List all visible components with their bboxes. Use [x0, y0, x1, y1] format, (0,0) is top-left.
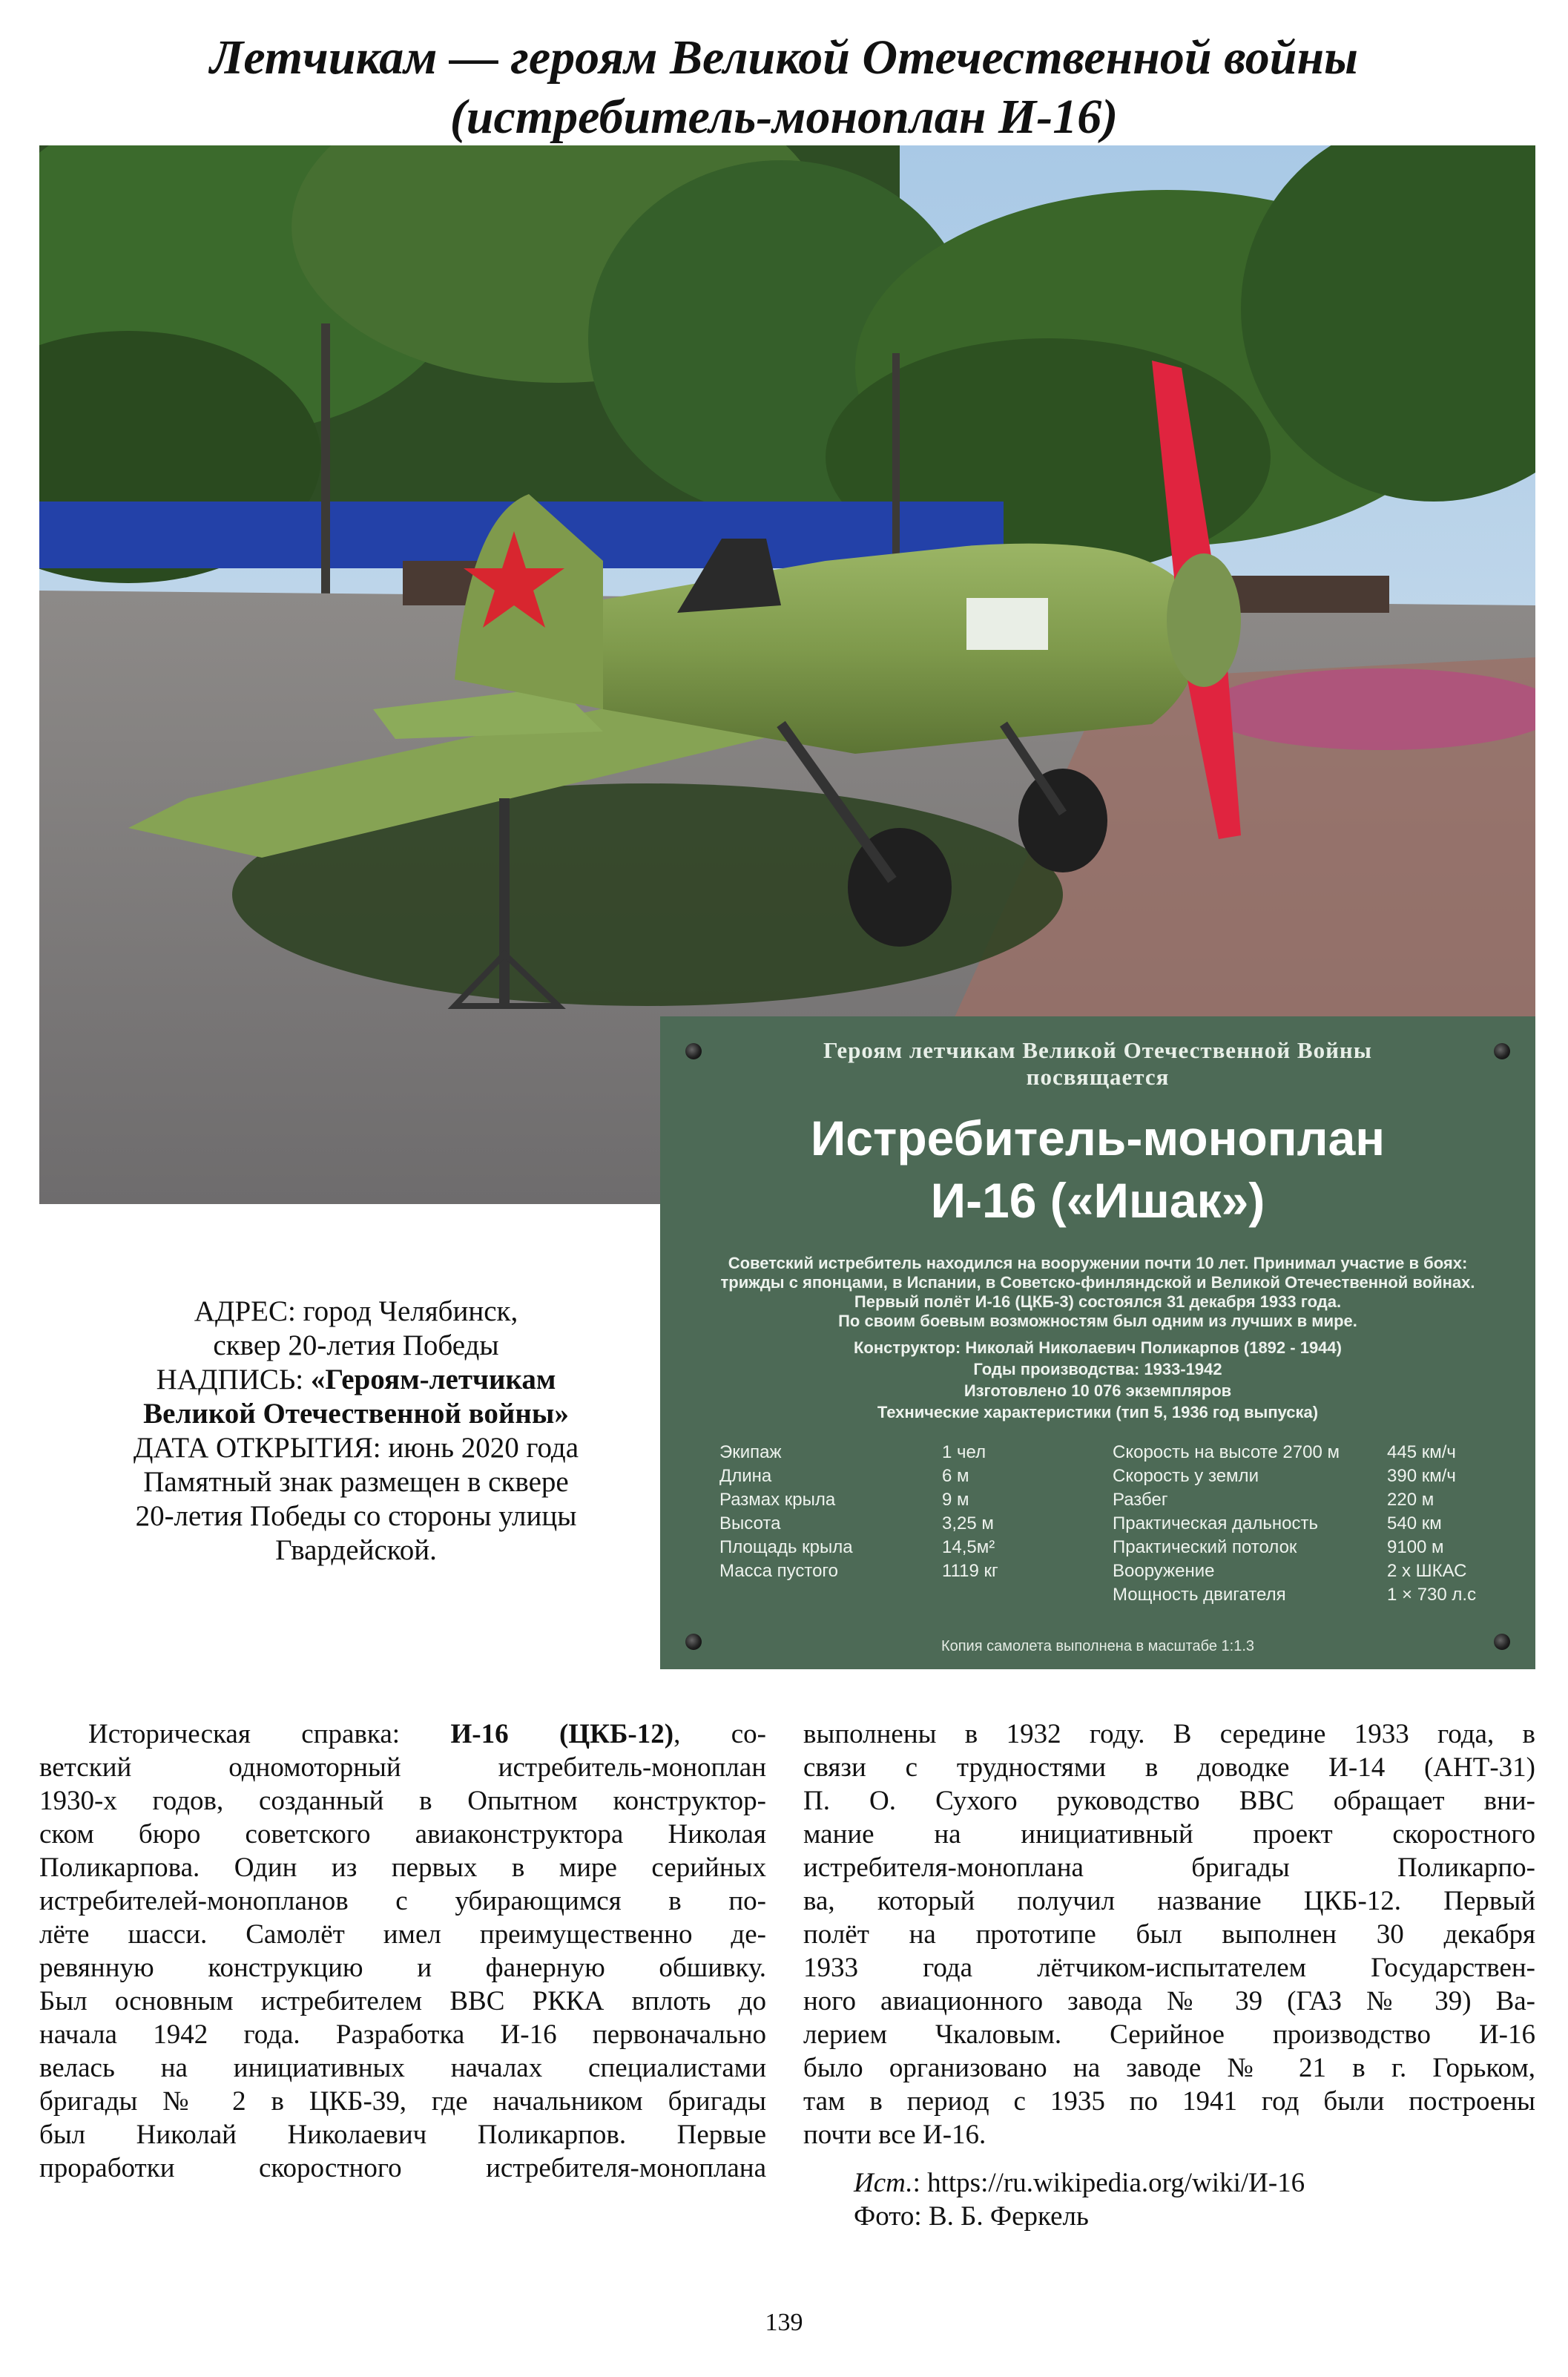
spec-row	[719, 1488, 1491, 1512]
history-line: ветский одномоторный истребитель-моноплан	[39, 1752, 766, 1783]
plaque-credit-line: Конструктор: Николай Николаевич Поликарпов (1892 - 1944)	[854, 1338, 1342, 1357]
history-line: было организовано на заводе № 21 в г. Горьком,	[803, 2053, 1535, 2083]
location-line: Гвардейской.	[275, 1534, 437, 1566]
history-line: ного авиационного завода № 39 (ГАЗ № 39) Ва-	[803, 1986, 1535, 2016]
plaque-credit-line: Изготовлено 10 076 экземпляров	[963, 1381, 1232, 1400]
spec-value: 220 м	[1387, 1490, 1434, 1510]
location-line: Памятный знак размещен в сквере	[143, 1466, 569, 1498]
plaque-credit-line: Технические характеристики (тип 5, 1936 год выпуска)	[877, 1403, 1319, 1421]
history-lead: Историческая справка:	[88, 1719, 451, 1749]
caption-date-line	[80, 1431, 632, 1465]
history-line: лерием Чкаловым. Серийное производство И-16	[803, 2019, 1535, 2050]
spec-param: Высота	[719, 1513, 781, 1533]
plaque-title	[660, 1107, 1535, 1232]
spec-param: Практическая дальность	[1113, 1513, 1318, 1533]
spec-value: 14,5м²	[942, 1537, 995, 1557]
spec-param: Площадь крыла	[719, 1537, 853, 1557]
history-line: связи с трудностями в доводке И-14 (АНТ-31)	[803, 1752, 1535, 1783]
plaque-desc-line: Первый полёт И-16 (ЦКБ-3) состоялся 31 декабря 1933 года.	[854, 1292, 1342, 1311]
page-title	[0, 28, 1568, 147]
spec-param: Скорость у земли	[1113, 1466, 1259, 1486]
history-line: П. О. Сухого руководство ВВС обращает вни-	[803, 1786, 1535, 1816]
spec-value: 1119 кг	[942, 1561, 998, 1581]
history-line: выполнены в 1932 году. В середине 1933 года, в	[803, 1719, 1535, 1749]
spec-value: 2 х ШКАС	[1387, 1561, 1467, 1581]
plaque-credits	[660, 1337, 1535, 1423]
spec-param: Вооружение	[1113, 1561, 1215, 1581]
history-line: там в период с 1935 по 1941 год были построены	[803, 2086, 1535, 2117]
history-line: ревянную конструкцию и фанерную обшивку.	[39, 1953, 766, 1983]
spec-value: 445 км/ч	[1387, 1442, 1456, 1462]
spec-row	[719, 1583, 1491, 1607]
spec-row	[719, 1464, 1491, 1488]
plaque-scale-note: Копия самолета выполнена в масштабе 1:1.3	[941, 1638, 1255, 1654]
history-line: мание на инициативный проект скоростного	[803, 1819, 1535, 1850]
plaque-desc-line: Советский истребитель находился на вооружении почти 10 лет. Принимал участие в боях:	[728, 1254, 1468, 1272]
spec-param: Экипаж	[719, 1442, 782, 1462]
history-lead-rest: , со-	[673, 1719, 766, 1749]
history-line: ва, который получил название ЦКБ-12. Первый	[803, 1886, 1535, 1916]
plaque-dedication-line: Героям летчикам Великой Отечественной Войны	[823, 1037, 1372, 1063]
plaque-dedication-line: посвящается	[1026, 1064, 1170, 1090]
source-line	[854, 2166, 1305, 2200]
spec-value: 390 км/ч	[1387, 1466, 1456, 1486]
spec-param: Длина	[719, 1466, 772, 1486]
history-line: почти все И-16.	[803, 2120, 986, 2150]
spec-value: 1 чел	[942, 1442, 986, 1462]
monument-caption	[80, 1295, 632, 1568]
photo-credit: Фото: В. Б. Феркель	[854, 2201, 1089, 2232]
history-line: Поликарпова. Один из первых в мире серийных	[39, 1852, 766, 1883]
history-line: истребителя-моноплана бригады Поликарпо-	[803, 1852, 1535, 1883]
plaque-specs-table	[719, 1441, 1491, 1607]
spec-param: Мощность двигателя	[1113, 1585, 1286, 1605]
plaque-dedication	[660, 1037, 1535, 1091]
history-right-column	[803, 1717, 1535, 2151]
plaque-title-line: И-16 («Ишак»)	[930, 1173, 1265, 1228]
spec-value: 1 × 730 л.с	[1387, 1585, 1477, 1605]
spec-param: Масса пустого	[719, 1561, 838, 1581]
history-left-column	[39, 1717, 766, 2185]
spec-value: 9 м	[942, 1490, 969, 1510]
history-line: проработки скоростного истребителя-моноплана	[39, 2153, 766, 2183]
spec-param: Скорость на высоте 2700 м	[1113, 1442, 1340, 1462]
spec-row	[719, 1512, 1491, 1536]
spec-value: 540 км	[1387, 1513, 1442, 1533]
address-label: АДРЕС:	[194, 1295, 296, 1327]
plaque-desc-line: трижды с японцами, в Испании, в Советско-финляндской и Великой Отечественной войнах.	[720, 1273, 1475, 1292]
source-label: Ист.	[854, 2168, 913, 2198]
source-block	[854, 2166, 1305, 2233]
history-line: 1930-х годов, созданный в Опытном конструктор-	[39, 1786, 766, 1816]
history-line: Был основным истребителем ВВС РККА вплоть до	[39, 1986, 766, 2016]
history-line: полёт на прототипе был выполнен 30 декабря	[803, 1919, 1535, 1950]
plaque-title-line: Истребитель-моноплан	[810, 1111, 1386, 1166]
inscription-text-2: Великой Отечественной войны»	[143, 1398, 569, 1430]
page-number: 139	[765, 2309, 803, 2336]
address-value-2: сквер 20-летия Победы	[213, 1329, 499, 1361]
history-lead-bold: И-16 (ЦКБ-12)	[450, 1719, 674, 1749]
address-value: город Челябинск,	[303, 1295, 518, 1327]
caption-inscription-line-2	[80, 1397, 632, 1431]
title-line-2: (истребитель-моноплан И-16)	[449, 90, 1119, 144]
history-line: лёте шасси. Самолёт имел преимущественно де-	[39, 1919, 766, 1950]
history-line: бригады № 2 в ЦКБ-39, где начальником бригады	[39, 2086, 766, 2117]
spec-param: Размах крыла	[719, 1490, 836, 1510]
source-link[interactable]: : https://ru.wikipedia.org/wiki/И-16	[912, 2168, 1305, 2198]
history-line: ском бюро советского авиаконструктора Николая	[39, 1819, 766, 1850]
inscription-label: НАДПИСЬ:	[156, 1364, 304, 1395]
inscription-text: «Героям-летчикам	[310, 1364, 556, 1395]
history-line: велась на инициативных началах специалистами	[39, 2053, 766, 2083]
history-line: был Николай Николаевич Поликарпов. Первые	[39, 2120, 766, 2150]
date-value: июнь 2020 года	[388, 1432, 579, 1464]
spec-param: Практический потолок	[1113, 1537, 1297, 1557]
caption-inscription-line	[80, 1363, 632, 1397]
spec-row	[719, 1441, 1491, 1464]
title-line-1: Летчикам — героям Великой Отечественной войны	[210, 30, 1358, 85]
spec-value: 6 м	[942, 1466, 969, 1486]
caption-address-line	[80, 1295, 632, 1329]
history-line	[39, 1717, 766, 1751]
spec-param: Разбег	[1113, 1490, 1168, 1510]
plaque-description	[682, 1254, 1513, 1331]
plaque-credit-line: Годы производства: 1933-1942	[973, 1360, 1222, 1378]
location-line: 20-летия Победы со стороны улицы	[135, 1500, 577, 1532]
spec-value: 9100 м	[1387, 1537, 1444, 1557]
history-line: 1933 года лётчиком-испытателем Государствен-	[803, 1953, 1535, 1983]
spec-row	[719, 1559, 1491, 1583]
history-line: начала 1942 года. Разработка И-16 первоначально	[39, 2019, 766, 2050]
history-line: истребителей-монопланов с убирающимся в по-	[39, 1886, 766, 1916]
date-label: ДАТА ОТКРЫТИЯ:	[133, 1432, 381, 1464]
spec-value: 3,25 м	[942, 1513, 994, 1533]
plaque-desc-line: По своим боевым возможностям был одним из лучших в мире.	[838, 1312, 1357, 1330]
memorial-plaque	[660, 1016, 1535, 1669]
spec-row	[719, 1536, 1491, 1559]
